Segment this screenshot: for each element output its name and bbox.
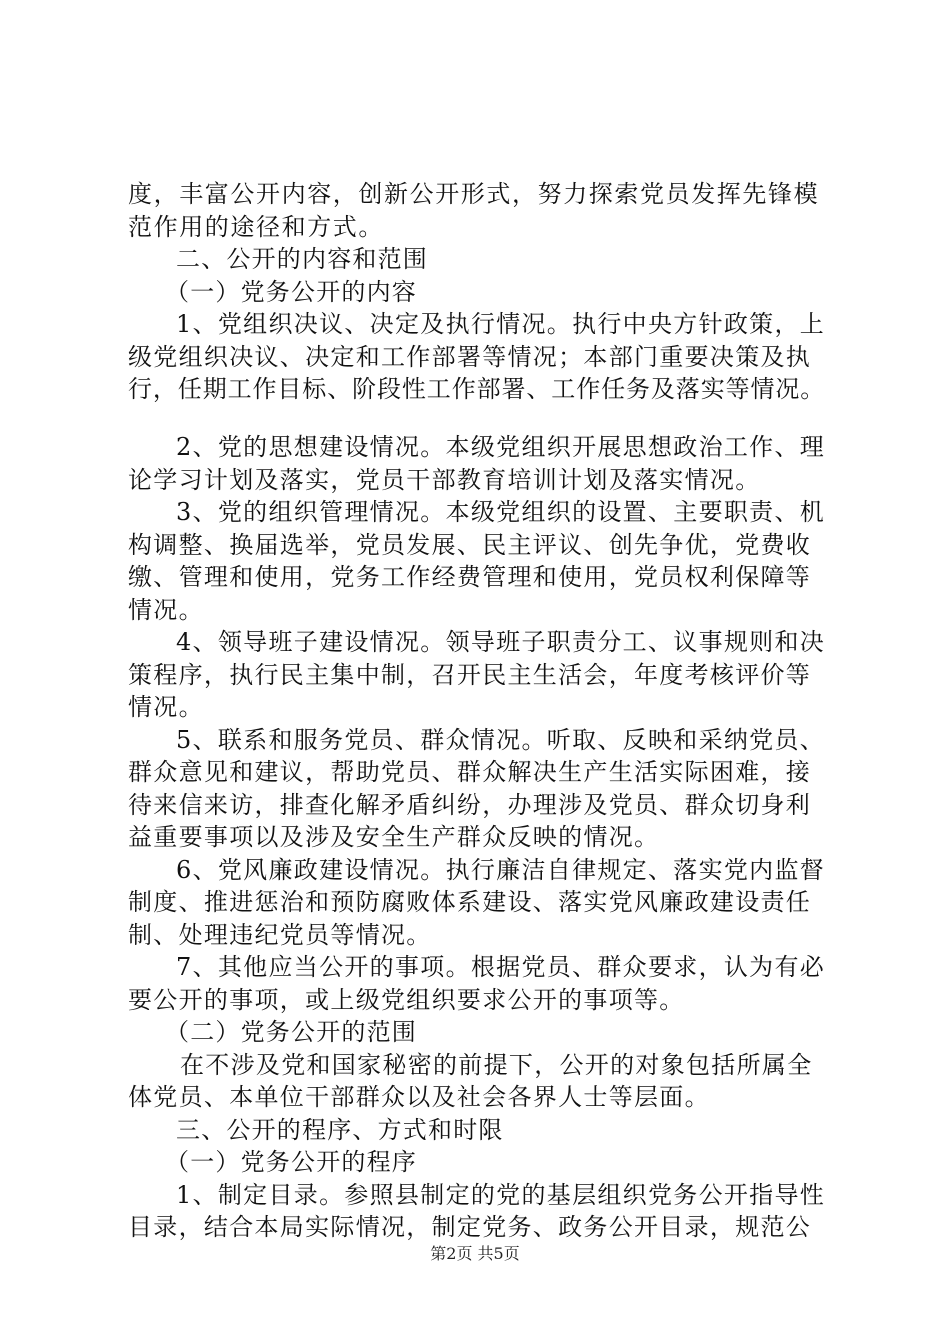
subsection-heading: （二）党务公开的范围 <box>165 1018 417 1046</box>
text-line: 3、党的组织管理情况。本级党组织的设置、主要职责、机 <box>176 498 826 526</box>
text-line: 5、联系和服务党员、群众情况。听取、反映和采纳党员、 <box>176 726 826 754</box>
text-line: 7、其他应当公开的事项。根据党员、群众要求，认为有必 <box>176 953 826 981</box>
text-line: 体党员、本单位干部群众以及社会各界人士等层面。 <box>128 1083 710 1111</box>
text-line: 2、党的思想建设情况。本级党组织开展思想政治工作、理 <box>176 433 826 461</box>
text-line: 情况。 <box>128 596 204 624</box>
text-line: 缴、管理和使用，党务工作经费管理和使用，党员权利保障等 <box>128 563 812 591</box>
text-line: 6、党风廉政建设情况。执行廉洁自律规定、落实党内监督 <box>176 856 826 884</box>
text-line: 待来信来访，排查化解矛盾纠纷，办理涉及党员、群众切身利 <box>128 791 812 819</box>
text-line: 制、处理违纪党员等情况。 <box>128 921 432 949</box>
text-line: 范作用的途径和方式。 <box>128 213 384 241</box>
page-number-footer: 第2页 共5页 <box>430 1244 520 1263</box>
text-line: 益重要事项以及涉及安全生产群众反映的情况。 <box>128 823 660 851</box>
text-line: 1、制定目录。参照县制定的党的基层组织党务公开指导性 <box>176 1181 826 1209</box>
text-line: 4、领导班子建设情况。领导班子职责分工、议事规则和决 <box>176 628 826 656</box>
subsection-heading: （一）党务公开的程序 <box>165 1148 417 1176</box>
subsection-heading: （一）党务公开的内容 <box>165 278 417 306</box>
section-heading: 三、公开的程序、方式和时限 <box>176 1116 504 1144</box>
text-line: 群众意见和建议，帮助党员、群众解决生产生活实际困难，接 <box>128 758 812 786</box>
text-line: 构调整、换届选举，党员发展、民主评议、创先争优，党费收 <box>128 531 812 559</box>
text-line: 论学习计划及落实，党员干部教育培训计划及落实情况。 <box>128 466 761 494</box>
section-heading: 二、公开的内容和范围 <box>176 245 428 273</box>
text-line: 目录，结合本局实际情况，制定党务、政务公开目录，规范公 <box>128 1213 812 1241</box>
text-line: 策程序，执行民主集中制，召开民主生活会，年度考核评价等 <box>128 661 812 689</box>
text-line: 行，任期工作目标、阶段性工作部署、工作任务及落实等情况。 <box>128 375 826 403</box>
text-line: 级党组织决议、决定和工作部署等情况；本部门重要决策及执 <box>128 343 812 371</box>
text-line: 情况。 <box>128 693 204 721</box>
text-line: 制度、推进惩治和预防腐败体系建设、落实党风廉政建设责任 <box>128 888 812 916</box>
text-line: 1、党组织决议、决定及执行情况。执行中央方针政策，上 <box>176 310 826 338</box>
text-line: 要公开的事项，或上级党组织要求公开的事项等。 <box>128 986 685 1014</box>
text-line: 度，丰富公开内容，创新公开形式，努力探索党员发挥先锋模 <box>128 180 820 208</box>
text-line: 在不涉及党和国家秘密的前提下，公开的对象包括所属全 <box>180 1051 813 1079</box>
